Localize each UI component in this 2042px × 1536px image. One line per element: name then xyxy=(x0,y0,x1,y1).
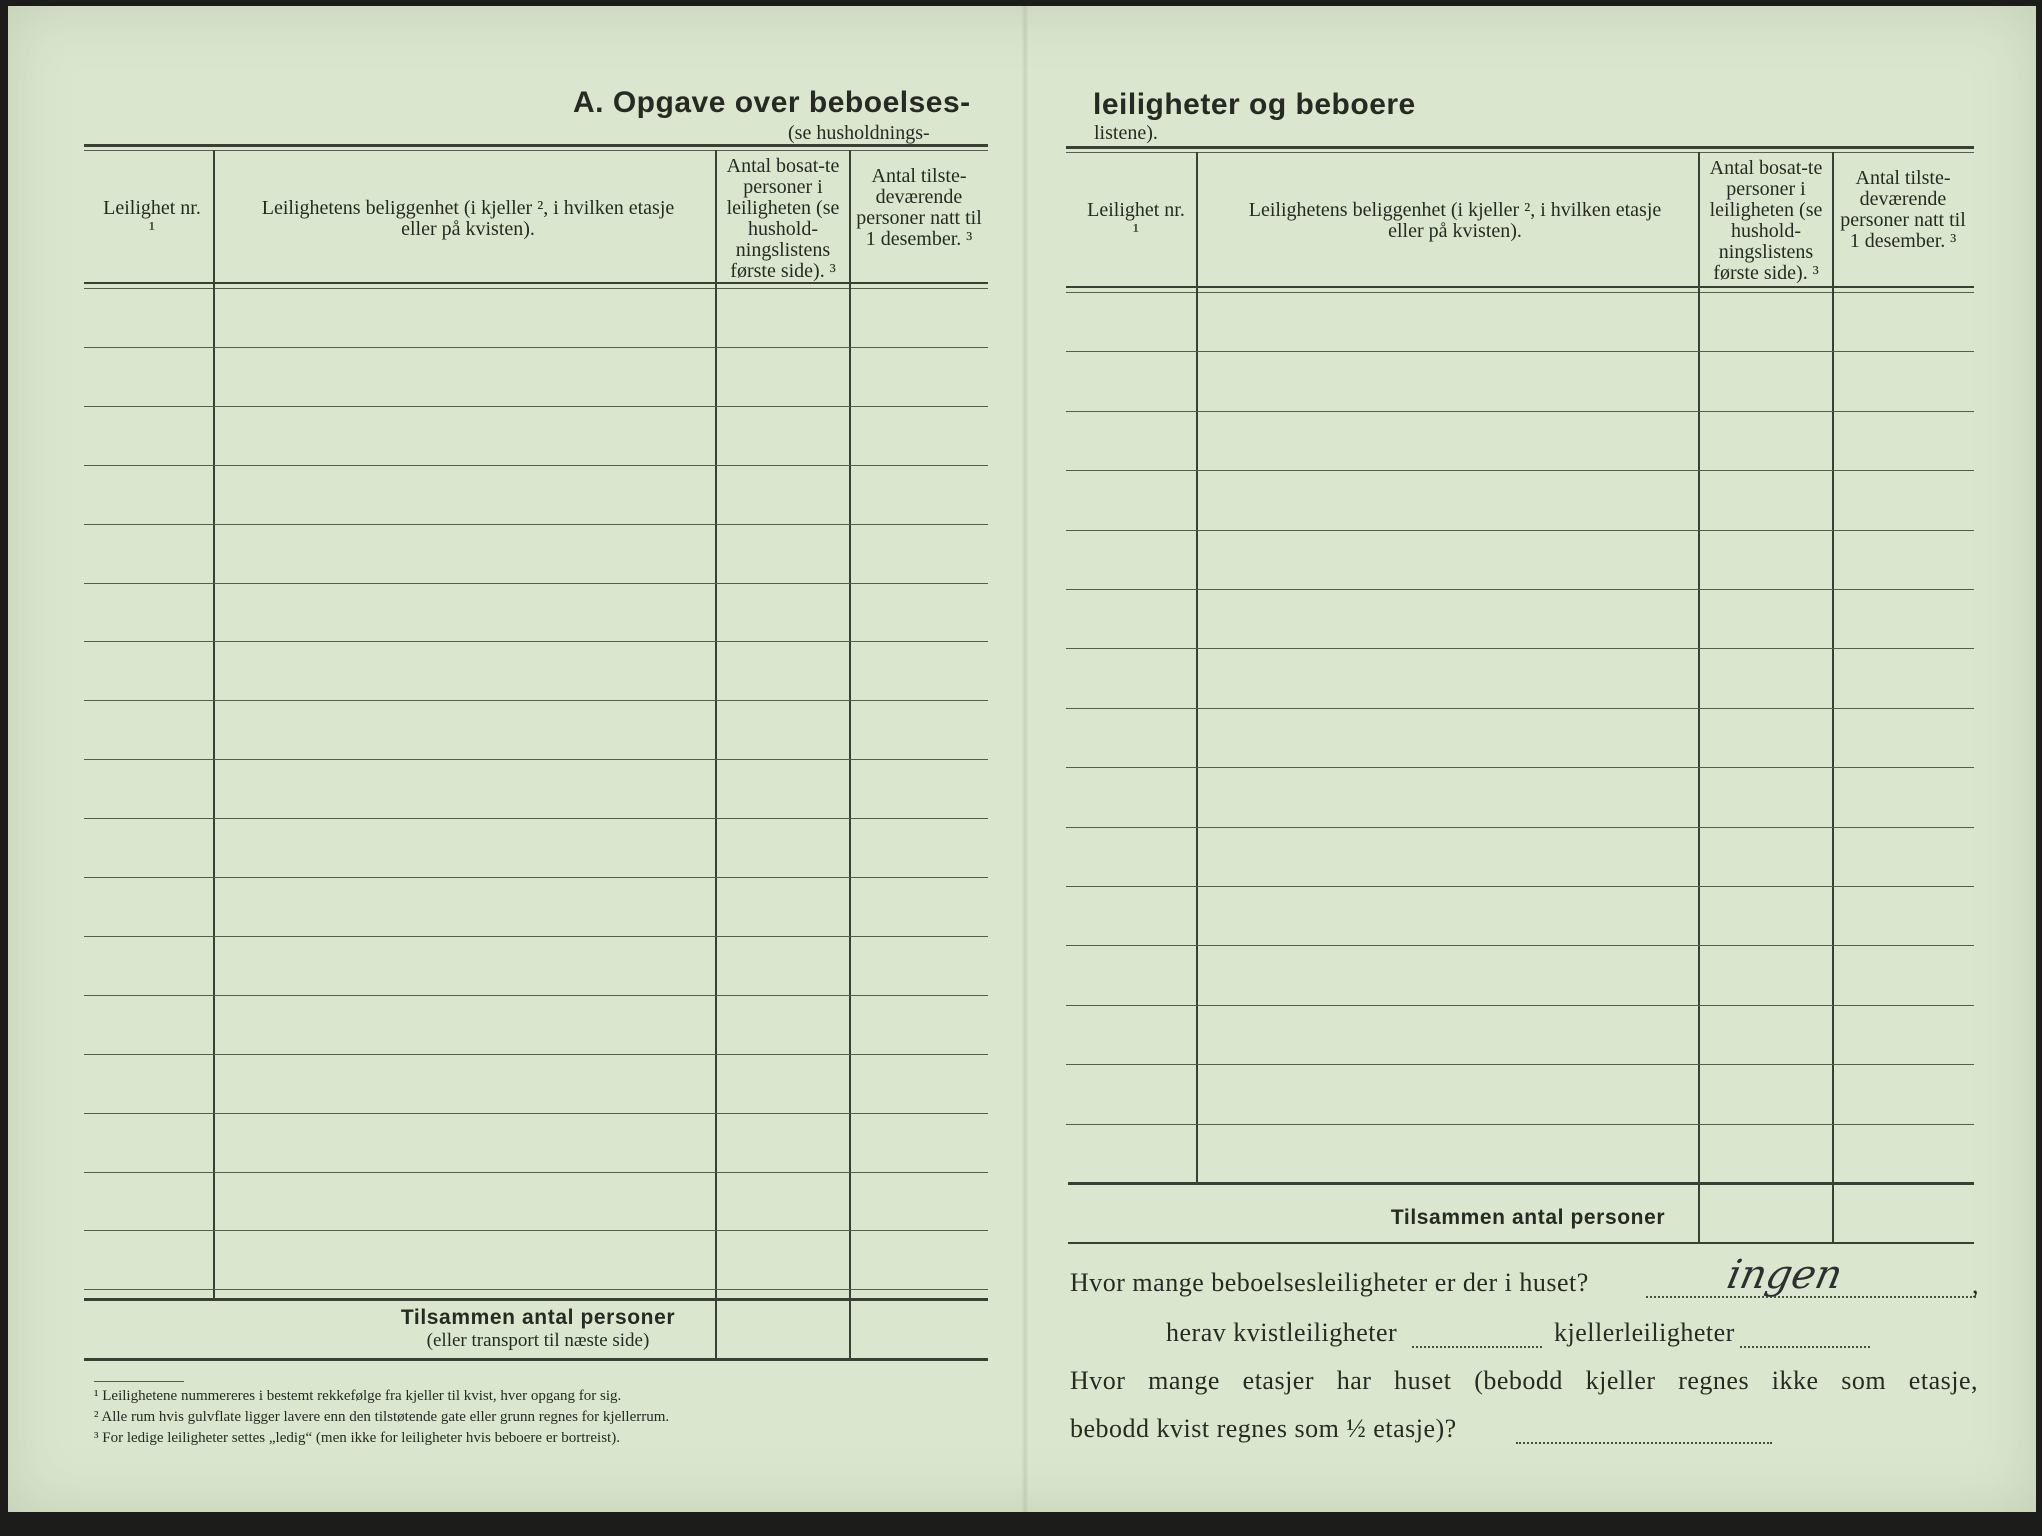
table-row-rule xyxy=(1066,1005,1974,1006)
question-attic-apartments: herav kvistleiligheter xyxy=(1166,1318,1398,1347)
answer-floors-line xyxy=(1516,1442,1772,1444)
left-col-location-header: Leilighetens beliggenhet (i kjeller ², i hvilken etasje eller på kvisten). xyxy=(261,197,675,240)
right-title: leiligheter og beboere xyxy=(1093,88,1416,121)
left-col-present-header: Antal tilste-deværende personer natt til 1 desember. ³ xyxy=(856,165,982,250)
table-row-rule xyxy=(84,1172,988,1173)
table-row-rule xyxy=(84,583,988,584)
table-row-rule xyxy=(1066,351,1974,352)
table-row-rule xyxy=(84,1054,988,1055)
question-floors-line1: Hvor mange etasjer har huset (bebodd kjeller regnes ikke som etasje, xyxy=(1070,1366,1978,1395)
answer-basement-line xyxy=(1740,1346,1870,1348)
table-row-rule xyxy=(84,1289,988,1290)
question-basement-apartments: kjellerleiligheter xyxy=(1554,1318,1735,1347)
table-row-rule xyxy=(1066,648,1974,649)
footnote-2: ² Alle rum hvis gulvflate ligger lavere enn den tilstøtende gate eller grunn regnes for kjellerrum. xyxy=(94,1409,670,1425)
question-apartments-comma: , xyxy=(1972,1270,1979,1299)
table-row-rule xyxy=(84,759,988,760)
table-row-rule xyxy=(1066,530,1974,531)
left-total-label: Tilsammen antal personer xyxy=(400,1306,676,1329)
table-row-rule xyxy=(1066,470,1974,471)
left-col-residents-header: Antal bosat-te personer i leiligheten (se hushold-ningslistens første side). ³ xyxy=(726,155,840,282)
right-col-apartment-header: Leilighet nr. ¹ xyxy=(1087,199,1185,242)
table-row-rule xyxy=(1066,767,1974,768)
left-title: A. Opgave over beboelses- xyxy=(573,86,971,119)
table-row-rule xyxy=(1066,1064,1974,1065)
table-row-rule xyxy=(84,1113,988,1114)
answer-apartments-handwriting: ingen xyxy=(1723,1252,1847,1298)
table-row-rule xyxy=(1066,411,1974,412)
table-row-rule xyxy=(84,347,988,348)
table-row-rule xyxy=(84,995,988,996)
footnotes xyxy=(94,1386,669,1449)
table-row-rule xyxy=(1066,886,1974,887)
table-row-rule xyxy=(84,936,988,937)
footnote-rule xyxy=(94,1381,184,1382)
left-total-sub: (eller transport til næste side) xyxy=(426,1330,650,1351)
table-row-rule xyxy=(84,700,988,701)
page-fold xyxy=(1022,6,1028,1512)
table-row-rule xyxy=(84,465,988,466)
table-row-rule xyxy=(84,524,988,525)
table-row-rule xyxy=(1066,827,1974,828)
left-subtitle: (se husholdnings- xyxy=(788,122,930,144)
table-row-rule xyxy=(84,641,988,642)
table-row-rule xyxy=(1066,589,1974,590)
question-apartments: Hvor mange beboelsesleiligheter er der i huset? xyxy=(1070,1268,1589,1297)
question-floors-line2: bebodd kvist regnes som ½ etasje)? xyxy=(1070,1414,1457,1443)
right-col-residents-header: Antal bosat-te personer i leiligheten (se hushold-ningslistens første side). ³ xyxy=(1709,157,1823,284)
right-subtitle: listene). xyxy=(1094,122,1158,144)
footnote-3: ³ For ledige leiligheter settes „ledig“ (men ikke for leiligheter hvis beboere er bortreist). xyxy=(94,1430,620,1446)
footnote-1: ¹ Leilighetene nummereres i bestemt rekkefølge fra kjeller til kvist, hver opgang for sig. xyxy=(94,1388,622,1404)
census-form-sheet xyxy=(8,6,2036,1512)
table-row-rule xyxy=(84,406,988,407)
table-row-rule xyxy=(1066,708,1974,709)
table-row-rule xyxy=(84,877,988,878)
table-row-rule xyxy=(84,1230,988,1231)
table-row-rule xyxy=(1066,1124,1974,1125)
table-row-rule xyxy=(1066,945,1974,946)
right-col-present-header: Antal tilste-deværende personer natt til 1 desember. ³ xyxy=(1840,167,1966,252)
answer-attic-line xyxy=(1412,1346,1542,1348)
left-col-apartment-header: Leilighet nr. ¹ xyxy=(103,197,201,240)
right-col-location-header: Leilighetens beliggenhet (i kjeller ², i hvilken etasje eller på kvisten). xyxy=(1248,199,1662,242)
table-row-rule xyxy=(84,818,988,819)
right-total-label: Tilsammen antal personer xyxy=(1390,1206,1666,1229)
